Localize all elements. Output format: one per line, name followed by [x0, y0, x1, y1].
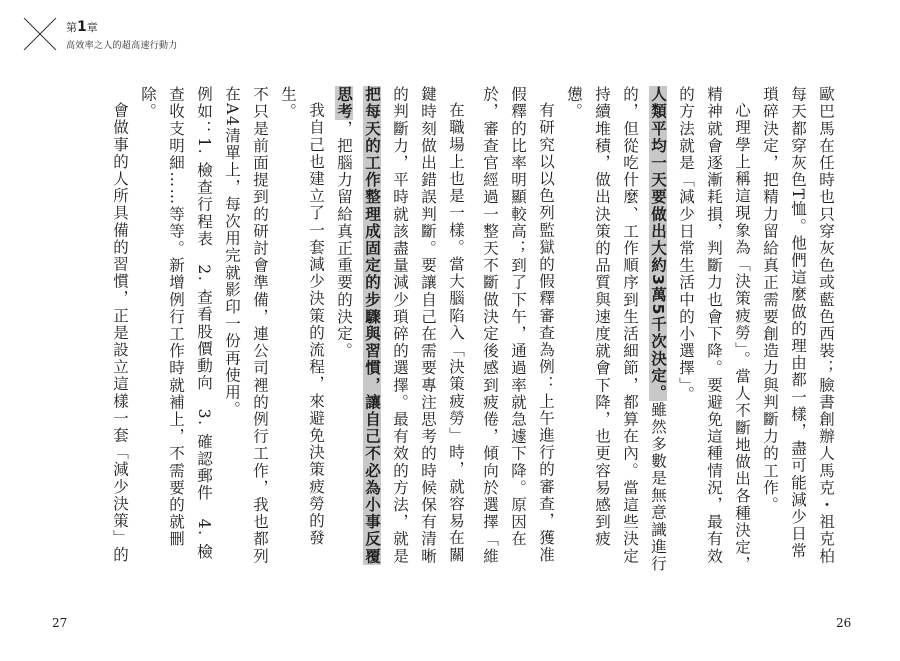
chapter-label: 第1章 — [66, 19, 98, 35]
right-page-body — [480, 86, 840, 576]
chapter-header — [20, 14, 220, 58]
highlight: 把每天的工作整理成固定的步驟與習慣，讓自己不必為小事反覆思考 — [335, 86, 381, 565]
paragraph: 歐巴馬在任時也只穿灰色或藍色西裝；臉書創辦人馬克・祖克柏每天都穿灰色T恤。他們這麼做的理由都一樣，盡可能減少日常瑣碎決定，把精力留給真正需要創造力與判斷力的工作。 — [761, 86, 835, 565]
paragraph: 人類平均一天要做出大約3萬5千次決定。雖然多數是無意識進行的，但從吃什麼、工作順序到生活細節，都算在內。當這些決定持續堆積，做出決策的品質與速度就會下降，也更容易感到疲憊。 — [565, 86, 667, 573]
paragraph: 心理學上稱這現象為「決策疲勞」。當人不斷地做出各種決定，精神就會逐漸耗損，判斷力也會下降。要避免這種情況，最有效的方法就是「減少日常生活中的小選擇」。 — [677, 86, 751, 573]
paragraph: 我自己也建立了一套減少決策的流程，來避免決策疲勞的發生。 — [279, 86, 325, 547]
paragraph: 在職場上也是一樣。當大腦陷入「決策疲勞」時，就容易在關鍵時刻做出錯誤判斷。要讓自己在需要專注思考的時候保有清晰的判斷力，平時就該盡量減少瑣碎的選擇。最有效的方法，就是把每天的工作整理成固定的步驟與習慣，讓自己不必為小事反覆思考，把腦力留給真正重要的決定。 — [335, 86, 465, 565]
highlight: 人類平均一天要做出大約3萬5千次決定。 — [649, 86, 667, 402]
left-page-body — [110, 86, 470, 576]
paragraph: 不只是前面提到的研討會準備，連公司裡的例行工作，我也都列在A4清單上，每次用完就影印一份再使用。 — [223, 86, 269, 565]
chapter-subtitle: 高效率之人的超高速行動力 — [66, 41, 178, 51]
page-number-right: 26 — [836, 616, 852, 630]
left-page — [110, 86, 470, 576]
paragraph: 會做事的人所具備的習慣，正是設立這樣一套「減少決策」的 — [111, 101, 129, 564]
chapter-x-icon — [20, 14, 60, 54]
right-page — [480, 86, 840, 576]
page-number-left: 27 — [52, 616, 68, 630]
paragraph: 例如：1. 檢查行程表 2. 查看股價動向 3. 確認郵件 4. 檢查收支明細……等等。新增例行工作時就補上，不需要的就刪除。 — [139, 86, 213, 561]
paragraph: 有研究以以色列監獄的假釋審查為例：上午進行的審查，獲准假釋的比率明顯較高；到了下午，通過率就急遽下降。原因在於，審查官經過一整天不斷做決定後感到疲倦，傾向於選擇「維 — [481, 86, 555, 565]
